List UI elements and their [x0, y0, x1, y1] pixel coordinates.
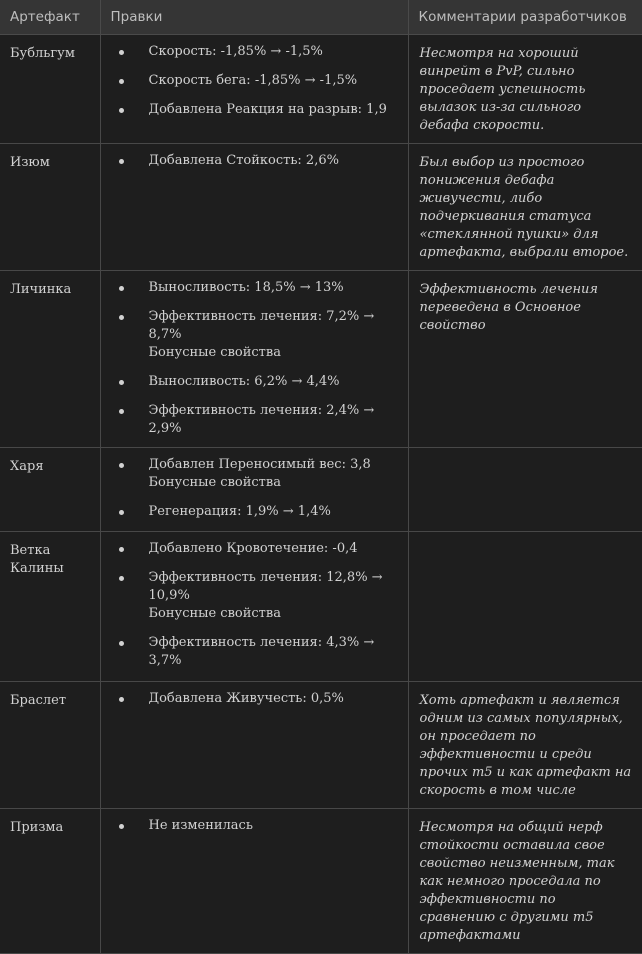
artifact-name: Бубльгум: [0, 35, 100, 144]
edit-item: [107, 456, 402, 492]
edits-list: [107, 279, 402, 438]
edit-text: Эффективность лечения: 4,3% → 3,7%: [148, 635, 375, 668]
header-comments: Комментарии разработчиков: [408, 0, 642, 35]
bullet-icon: [119, 409, 124, 414]
artifact-name: Призма: [0, 809, 100, 954]
edits-cell: [100, 271, 408, 448]
table-body: [0, 35, 642, 954]
edits-cell: [100, 682, 408, 809]
edit-item: [107, 634, 402, 670]
edit-text: Добавлена Стойкость: 2,6%: [148, 153, 339, 168]
edit-item: [107, 72, 402, 90]
edits-cell: [100, 532, 408, 682]
edit-text: Не изменилась: [148, 818, 253, 833]
artifact-name: Личинка: [0, 271, 100, 448]
table-row: [0, 532, 642, 682]
artifact-name: Ветка Калины: [0, 532, 100, 682]
table-row: [0, 448, 642, 532]
bonus-properties-label: Бонусные свойства: [148, 345, 281, 360]
developer-comment: Несмотря на хороший винрейт в PvP, сильно проседает успешность вылазок из-за сильного дебафа скорости.: [408, 35, 642, 144]
edit-text: Эффективность лечения: 7,2% → 8,7%: [148, 309, 375, 342]
artifact-name: Браслет: [0, 682, 100, 809]
bullet-icon: [119, 641, 124, 646]
bullet-icon: [119, 463, 124, 468]
edit-text: Добавлена Живучесть: 0,5%: [148, 691, 344, 706]
edit-item: [107, 690, 402, 708]
bullet-icon: [119, 79, 124, 84]
table-row: [0, 809, 642, 954]
edits-list: [107, 43, 402, 119]
bullet-icon: [119, 159, 124, 164]
edit-text: Эффективность лечения: 12,8% → 10,9%: [148, 570, 383, 603]
edits-list: [107, 690, 402, 708]
edits-list: [107, 152, 402, 170]
header-edits: Правки: [100, 0, 408, 35]
edit-text: Добавлен Переносимый вес: 3,8: [148, 457, 371, 472]
developer-comment: Был выбор из простого понижения дебафа живучести, либо подчеркивания статуса «стеклянной пушки» для артефакта, выбрали второе.: [408, 144, 642, 271]
edits-cell: [100, 448, 408, 532]
bonus-properties-label: Бонусные свойства: [148, 606, 281, 621]
edit-text: Выносливость: 18,5% → 13%: [148, 280, 344, 295]
bullet-icon: [119, 824, 124, 829]
edit-item: [107, 43, 402, 61]
artifact-name: Харя: [0, 448, 100, 532]
developer-comment: [408, 532, 642, 682]
edit-item: [107, 308, 402, 362]
edit-item: [107, 279, 402, 297]
edits-list: [107, 540, 402, 670]
bullet-icon: [119, 510, 124, 515]
table-row: [0, 144, 642, 271]
bullet-icon: [119, 380, 124, 385]
header-row: [0, 0, 642, 35]
developer-comment: [408, 448, 642, 532]
edit-text: Добавлено Кровотечение: -0,4: [148, 541, 358, 556]
bullet-icon: [119, 315, 124, 320]
edits-cell: [100, 809, 408, 954]
edits-list: [107, 817, 402, 835]
edits-cell: [100, 35, 408, 144]
bullet-icon: [119, 108, 124, 113]
edit-text: Скорость бега: -1,85% → -1,5%: [148, 73, 358, 88]
edit-item: [107, 373, 402, 391]
developer-comment: Эффективность лечения переведена в Основное свойство: [408, 271, 642, 448]
header-artifact: Артефакт: [0, 0, 100, 35]
developer-comment: Хоть артефакт и является одним из самых популярных, он проседает по эффективности и среди прочих т5 и как артефакт на скорость в том числе: [408, 682, 642, 809]
developer-comment: Несмотря на общий нерф стойкости оставила свое свойство неизменным, так как немного проседала по эффективности по сравнению с другими т5 артефактами: [408, 809, 642, 954]
edit-item: [107, 817, 402, 835]
table-row: [0, 682, 642, 809]
bonus-properties-label: Бонусные свойства: [148, 475, 281, 490]
edit-item: [107, 540, 402, 558]
edit-item: [107, 503, 402, 521]
edits-list: [107, 456, 402, 521]
edit-item: [107, 402, 402, 438]
edit-text: Скорость: -1,85% → -1,5%: [148, 44, 323, 59]
bullet-icon: [119, 286, 124, 291]
edits-cell: [100, 144, 408, 271]
bullet-icon: [119, 576, 124, 581]
artifact-name: Изюм: [0, 144, 100, 271]
table-row: [0, 35, 642, 144]
edit-text: Регенерация: 1,9% → 1,4%: [148, 504, 331, 519]
edit-item: [107, 101, 402, 119]
table-row: [0, 271, 642, 448]
edit-item: [107, 152, 402, 170]
bullet-icon: [119, 697, 124, 702]
edit-text: Выносливость: 6,2% → 4,4%: [148, 374, 340, 389]
edit-item: [107, 569, 402, 623]
bullet-icon: [119, 50, 124, 55]
edit-text: Добавлена Реакция на разрыв: 1,9: [148, 102, 387, 117]
bullet-icon: [119, 547, 124, 552]
edit-text: Эффективность лечения: 2,4% → 2,9%: [148, 403, 375, 436]
